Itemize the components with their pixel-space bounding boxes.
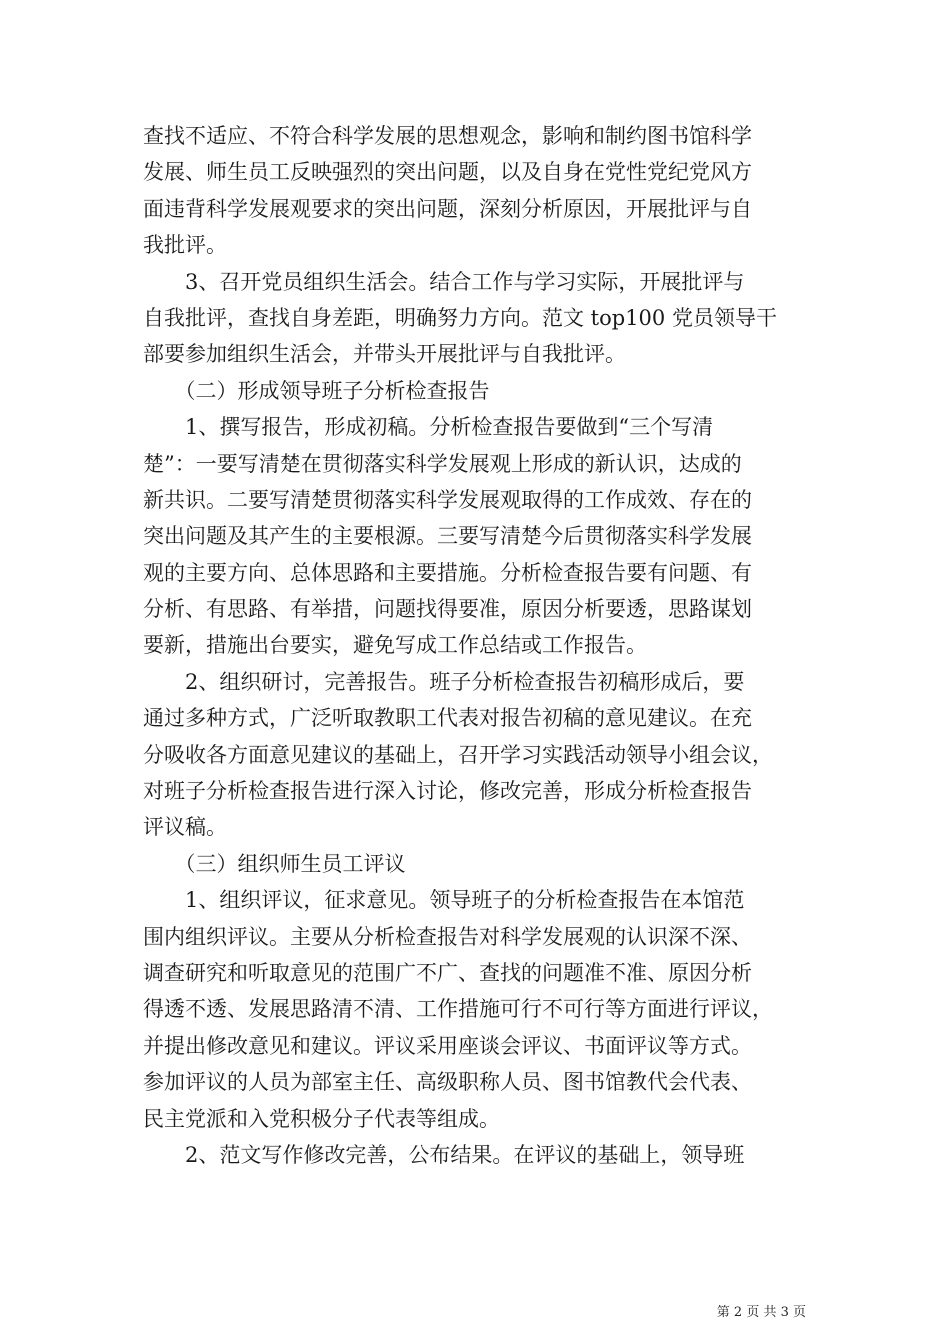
text-line-20: 评议稿。	[143, 815, 227, 840]
body-text	[143, 118, 813, 1173]
text-line-19: 对班子分析检查报告进行深入讨论，修改完善，形成分析检查报告	[143, 779, 752, 804]
text-line-27: 参加评议的人员为部室主任、高级职称人员、图书馆教代会代表、	[143, 1070, 752, 1095]
section-heading-3: （三）组织师生员工评议	[143, 851, 406, 876]
text-line-25: 得透不透、发展思路清不清、工作措施可行不可行等方面进行评议，	[143, 997, 773, 1022]
text-line-13: 观的主要方向、总体思路和主要措施。分析检查报告要有问题、有	[143, 560, 752, 585]
text-line-17: 通过多种方式，广泛听取教职工代表对报告初稿的意见建议。在充	[143, 706, 752, 731]
text-line-15: 要新，措施出台要实，避免写成工作总结或工作报告。	[143, 633, 647, 658]
text-line-16: 2、组织研讨，完善报告。班子分析检查报告初稿形成后，要	[143, 669, 745, 694]
text-line-12: 突出问题及其产生的主要根源。三要写清楚今后贯彻落实科学发展	[143, 524, 752, 549]
text-line-24: 调查研究和听取意见的范围广不广、查找的问题准不准、原因分析	[143, 960, 752, 985]
text-line-7: 部要参加组织生活会，并带头开展批评与自我批评。	[143, 342, 626, 367]
text-line-6: 自我批评，查找自身差距，明确努力方向。范文 top100 党员领导干	[143, 305, 777, 330]
text-line-4: 我批评。	[143, 233, 227, 258]
text-line-11: 新共识。二要写清楚贯彻落实科学发展观取得的工作成效、存在的	[143, 487, 752, 512]
text-line-26: 并提出修改意见和建议。评议采用座谈会评议、书面评议等方式。	[143, 1033, 752, 1058]
text-line-28: 民主党派和入党积极分子代表等组成。	[143, 1106, 500, 1131]
text-line-3: 面违背科学发展观要求的突出问题，深刻分析原因，开展批评与自	[143, 196, 752, 221]
text-line-9: 1、撰写报告，形成初稿。分析检查报告要做到“三个写清	[143, 415, 714, 440]
text-line-1: 查找不适应、不符合科学发展的思想观念，影响和制约图书馆科学	[143, 124, 752, 148]
section-heading-2: （二）形成领导班子分析检查报告	[143, 378, 490, 403]
text-line-2: 发展、师生员工反映强烈的突出问题，以及自身在党性党纪党风方	[143, 160, 752, 185]
text-line-22: 1、组织评议，征求意见。领导班子的分析检查报告在本馆范	[143, 888, 745, 913]
text-line-23: 围内组织评议。主要从分析检查报告对科学发展观的认识深不深、	[143, 924, 752, 949]
text-line-5: 3、召开党员组织生活会。结合工作与学习实际，开展批评与	[143, 269, 745, 294]
page-number-footer: 第 2 页 共 3 页	[716, 1305, 806, 1320]
text-line-14: 分析、有思路、有举措，问题找得要准，原因分析要透，思路谋划	[143, 597, 752, 622]
text-line-29: 2、范文写作修改完善，公布结果。在评议的基础上，领导班	[143, 1142, 745, 1167]
text-line-10: 楚”：一要写清楚在贯彻落实科学发展观上形成的新认识，达成的	[143, 451, 742, 476]
text-line-18: 分吸收各方面意见建议的基础上，召开学习实践活动领导小组会议，	[143, 742, 773, 767]
